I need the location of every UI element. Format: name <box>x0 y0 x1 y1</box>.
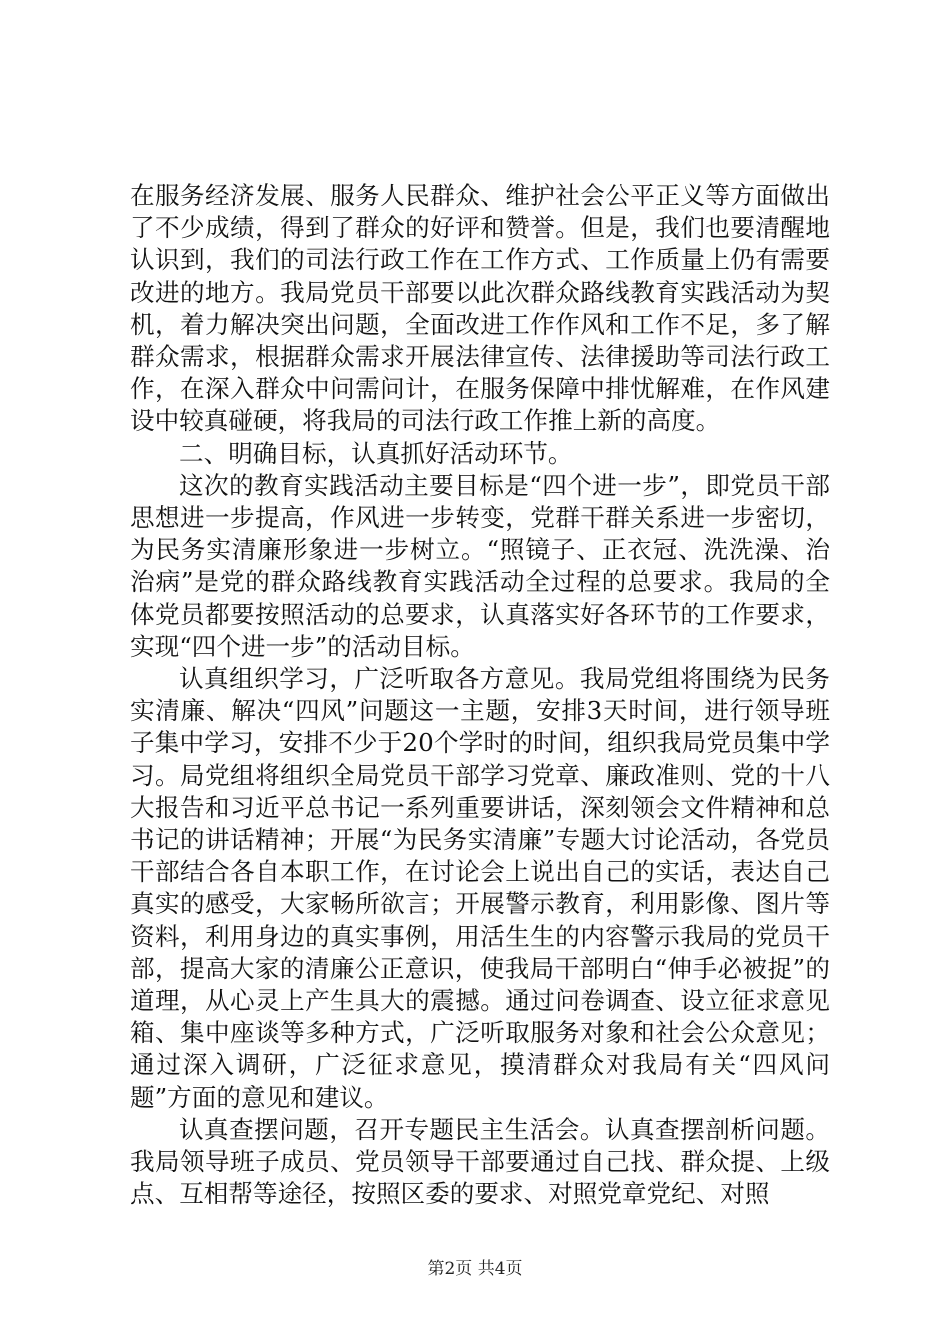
body-text <box>130 180 830 1211</box>
paragraph-1: 在服务经济发展、服务人民群众、维护社会公平正义等方面做出了不少成绩，得到了群众的好评和赞誉。但是，我们也要清醒地认识到，我们的司法行政工作在工作方式、工作质量上仍有需要改进的地方。我局党员干部要以此次群众路线教育实践活动为契机，着力解决突出问题，全面改进工作作风和工作不足，多了解群众需求，根据群众需求开展法律宣传、法律援助等司法行政工作，在深入群众中问需问计，在服务保障中排忧解难，在作风建设中较真碰硬，将我局的司法行政工作推上新的高度。 <box>130 181 830 436</box>
paragraph-3: 这次的教育实践活动主要目标是“四个进一步”，即党员干部思想进一步提高，作风进一步转变，党群干群关系进一步密切，为民务实清廉形象进一步树立。“照镜子、正衣冠、洗洗澡、治治病”是党的群众路线教育实践活动全过程的总要求。我局的全体党员都要按照活动的总要求，认真落实好各环节的工作要求，实现“四个进一步”的活动目标。 <box>130 470 830 661</box>
paragraph-4: 认真组织学习，广泛听取各方意见。我局党组将围绕为民务实清廉、解决“四风”问题这一主题，安排3天时间，进行领导班子集中学习，安排不少于20个学时的时间，组织我局党员集中学习。局党组将组织全局党员干部学习党章、廉政准则、党的十八大报告和习近平总书记一系列重要讲话，深刻领会文件精神和总书记的讲话精神；开展“为民务实清廉”专题大讨论活动，各党员干部结合各自本职工作，在讨论会上说出自己的实话，表达自己真实的感受，大家畅所欲言；开展警示教育，利用影像、图片等资料，利用身边的真实事例，用活生生的内容警示我局的党员干部，提高大家的清廉公正意识，使我局干部明白“伸手必被捉”的道理，从心灵上产生具大的震撼。通过问卷调查、设立征求意见箱、集中座谈等多种方式，广泛听取服务对象和社会公众意见；通过深入调研，广泛征求意见，摸清群众对我局有关“四风问题”方面的意见和建议。 <box>130 664 830 1112</box>
paragraph-5: 认真查摆问题，召开专题民主生活会。认真查摆剖析问题。我局领导班子成员、党员领导干部要通过自己找、群众提、上级点、互相帮等途径，按照区委的要求、对照党章党纪、对照 <box>130 1114 830 1209</box>
page-footer: 第2页 共4页 <box>427 1259 523 1279</box>
section-heading-2: 二、明确目标，认真抓好活动环节。 <box>179 438 573 468</box>
